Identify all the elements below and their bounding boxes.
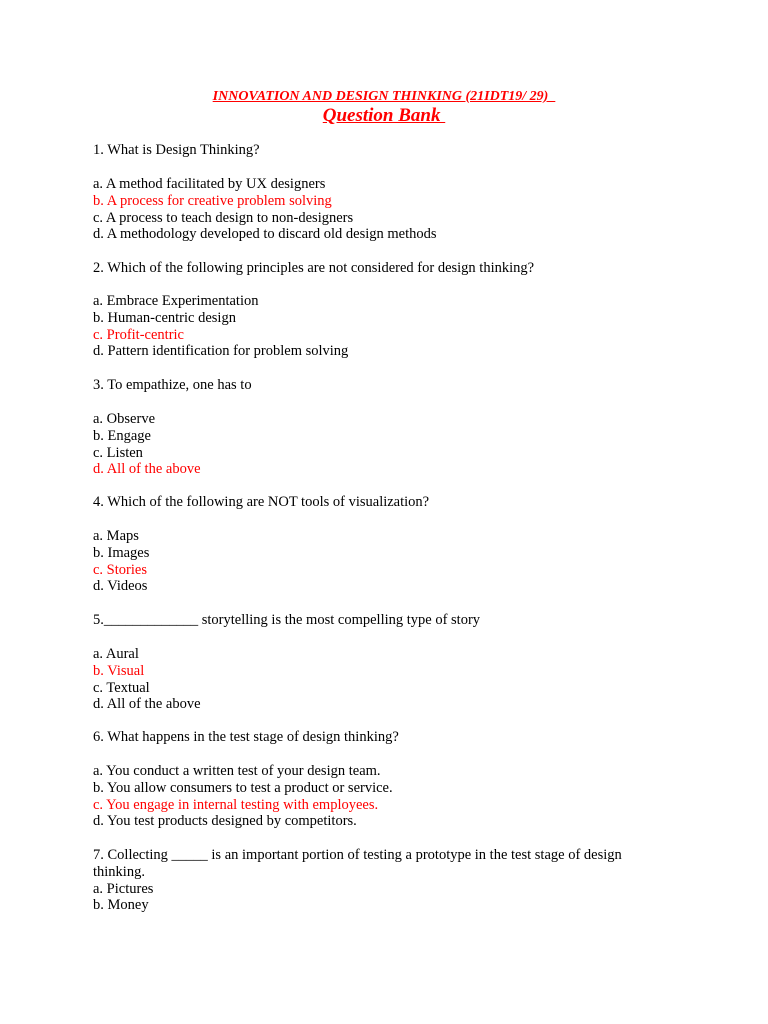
answer-option: d. Videos (93, 578, 148, 595)
course-title: INNOVATION AND DESIGN THINKING (21IDT19/ 29) (212, 89, 556, 104)
answer-options (93, 411, 673, 478)
answer-option-highlighted: d. All of the above (93, 461, 201, 478)
answer-option: c. Textual (93, 679, 150, 696)
answer-option-highlighted: c. Stories (93, 561, 147, 578)
answer-options (93, 763, 673, 830)
answer-option: a. Observe (93, 411, 156, 427)
answer-option: a. Embrace Experimentation (93, 293, 259, 309)
question-block (93, 847, 673, 914)
answer-option: b. Images (93, 544, 150, 561)
question-block (93, 612, 673, 629)
question-block (93, 260, 673, 277)
answer-option-highlighted: b. A process for creative problem solving (93, 192, 332, 209)
answer-options (93, 176, 673, 243)
answer-option: b. You allow consumers to test a product or service. (93, 779, 393, 796)
answer-option: c. Listen (93, 444, 143, 461)
document-title: Question Bank (322, 105, 446, 126)
answer-options (93, 528, 673, 595)
question-block (93, 494, 673, 511)
answer-option: c. A process to teach design to non-designers (93, 209, 354, 226)
answer-option: a. Pictures (93, 880, 154, 897)
question-block (93, 377, 673, 394)
answer-option: d. A methodology developed to discard old design methods (93, 226, 437, 243)
answer-option: d. All of the above (93, 696, 201, 713)
answer-option: d. Pattern identification for problem solving (93, 343, 349, 360)
question-text: 6. What happens in the test stage of design thinking? (93, 729, 399, 745)
answer-options (93, 646, 673, 713)
answer-option-highlighted: c. Profit-centric (93, 326, 184, 343)
question-block (93, 729, 673, 746)
title-block (0, 88, 768, 127)
answer-options (93, 293, 673, 360)
answer-option: a. Maps (93, 528, 139, 544)
question-text: 2. Which of the following principles are not considered for design thinking? (93, 260, 535, 276)
answer-option-highlighted: c. You engage in internal testing with employees. (93, 796, 379, 813)
answer-option: a. Aural (93, 646, 139, 662)
answer-option: b. Money (93, 897, 149, 914)
answer-option: d. You test products designed by competitors. (93, 813, 357, 830)
answer-option: b. Engage (93, 427, 151, 444)
answer-option: a. You conduct a written test of your design team. (93, 763, 381, 779)
question-text: 1. What is Design Thinking? (93, 142, 260, 158)
question-block (93, 142, 673, 159)
question-text: 4. Which of the following are NOT tools of visualization? (93, 494, 430, 510)
question-text: 5._____________ storytelling is the most compelling type of story (93, 612, 481, 628)
answer-option-highlighted: b. Visual (93, 662, 145, 679)
answer-option: b. Human-centric design (93, 309, 236, 326)
question-text: 3. To empathize, one has to (93, 377, 252, 393)
question-text: 7. Collecting _____ is an important portion of testing a prototype in the test stage of design thinking. (93, 847, 626, 880)
answer-option: a. A method facilitated by UX designers (93, 176, 326, 192)
